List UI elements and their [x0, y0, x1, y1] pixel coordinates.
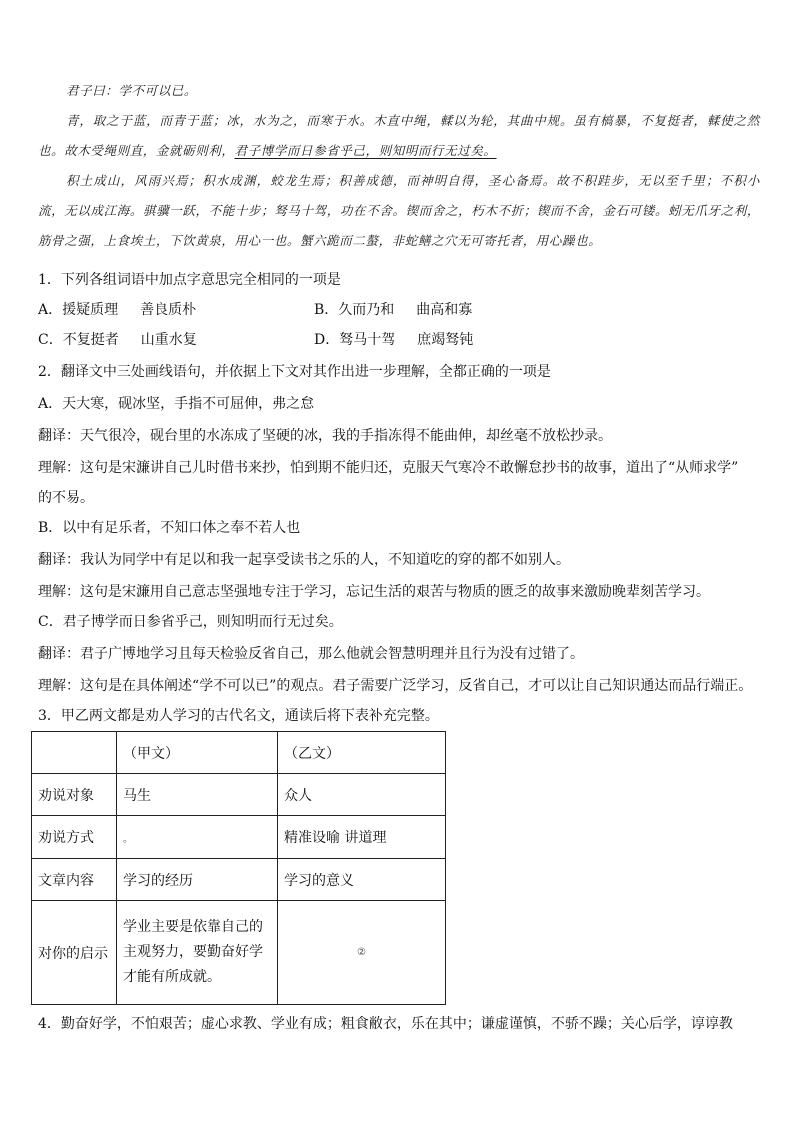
table-row	[32, 901, 446, 1005]
table-row	[32, 774, 446, 816]
passage-paragraph-1: 青，取之于蓝，而青于蓝；冰，水为之，而寒于水。木直中绳，輮以为轮，其曲中规。虽有槁暴，不复挺者，輮使之然也。故木受绳则直，金就砺则利，君子博学而日参省乎己，则知明而行无过矣。	[38, 113, 760, 158]
q1-option-a[interactable]: A．援疑质理 善良质朴	[38, 302, 197, 318]
table-row-label: 劝说对象	[32, 774, 117, 816]
q2-option-c-translation: 翻译：君子广博地学习且每天检验反省自己，那么他就会智慧明理并且行为没有过错了。	[38, 646, 584, 662]
q2-option-c-title[interactable]: C．君子博学而日参省乎己，则知明而行无过矣。	[38, 614, 343, 630]
table-cell: 众人	[278, 774, 446, 816]
q2-stem: 2．翻译文中三处画线语句，并依据上下文对其作出进一步理解，全都正确的一项是	[38, 364, 551, 380]
table-cell: 精准设喻 讲道理	[278, 816, 446, 859]
underlined-sentence: 君子博学而日参省乎己，则知明而行无过矣。	[234, 143, 497, 158]
table-corner-cell	[32, 732, 117, 774]
answer-blank-2[interactable]: ②	[278, 901, 446, 1005]
q1-options-row-2	[38, 330, 768, 350]
answer-blank-1[interactable]: 。	[117, 816, 278, 859]
q2-option-a-understanding-line1: 理解：这句是宋濂讲自己儿时借书来抄，怕到期不能归还，克服天气寒冷不敢懈怠抄书的故事，道出了“从师求学”	[38, 460, 739, 476]
table-row-label: 对你的启示	[32, 901, 117, 1005]
q1-option-b[interactable]: B．久而乃和 曲高和寡	[314, 302, 473, 318]
q1-option-d[interactable]: D．驽马十驾 庶竭驽钝	[314, 332, 474, 348]
table-cell: 马生	[117, 774, 278, 816]
table-row	[32, 859, 446, 901]
q4-text: 4．勤奋好学，不怕艰苦；虚心求教、学业有成；粗食敝衣，乐在其中；谦虚谨慎，不骄不躁；关心后学，谆谆教	[38, 1016, 733, 1032]
q2-option-a-translation: 翻译：天气很冷，砚台里的水冻成了坚硬的冰，我的手指冻得不能曲伸，却丝毫不放松抄录。	[38, 428, 612, 444]
table-header-row	[32, 732, 446, 774]
table-row	[32, 816, 446, 859]
q1-option-c[interactable]: C．不复挺者 山重水复	[38, 332, 197, 348]
table-cell: 学习的经历	[117, 859, 278, 901]
comparison-table	[31, 731, 446, 1005]
table-cell: 学业主要是依靠自己的主观努力，要勤奋好学才能有所成就。	[117, 901, 278, 1005]
table-row-label: 劝说方式	[32, 816, 117, 859]
q2-option-b-title[interactable]: B．以中有足乐者，不知口体之奉不若人也	[38, 520, 301, 536]
q2-option-b-understanding: 理解：这句是宋濂用自己意志坚强地专注于学习，忘记生活的艰苦与物质的匮乏的故事来激励晚辈刻苦学习。	[38, 584, 710, 600]
q2-option-b-translation: 翻译：我认为同学中有足以和我一起享受读书之乐的人，不知道吃的穿的都不如别人。	[38, 552, 570, 568]
table-cell: 学习的意义	[278, 859, 446, 901]
table-row-label: 文章内容	[32, 859, 117, 901]
q3-stem: 3．甲乙两文都是劝人学习的古代名文，通读后将下表补充完整。	[38, 708, 439, 724]
q2-option-c-understanding: 理解：这句是在具体阐述“学不可以已”的观点。君子需要广泛学习，反省自己，才可以让自己知识通达而品行端正。	[38, 678, 753, 694]
table-header-yi: （乙文）	[278, 732, 446, 774]
q1-options-row-1	[38, 300, 768, 320]
table-header-jia: （甲文）	[117, 732, 278, 774]
q2-option-a-title[interactable]: A．天大寒，砚冰坚，手指不可屈伸，弗之怠	[38, 396, 315, 412]
passage-paragraph-2: 积土成山，风雨兴焉；积水成渊，蛟龙生焉；积善成德，而神明自得，圣心备焉。故不积跬步，无以至千里；不积小流，无以成江海。骐骥一跃，不能十步；驽马十驾，功在不舍。锲而舍之，朽木不折；锲而不舍，金石可镂。蚓无爪牙之利，筋骨之强，上食埃土，下饮黄泉，用心一也。蟹六跪而二螯，非蛇鳝之穴无可寄托者，用心躁也。	[38, 173, 760, 248]
q2-option-a-understanding-line2: 的不易。	[38, 490, 94, 506]
passage-intro: 君子曰：学不可以已。	[66, 83, 198, 98]
classical-passage	[38, 76, 760, 256]
q1-stem: 1．下列各组词语中加点字意思完全相同的一项是	[38, 272, 341, 288]
